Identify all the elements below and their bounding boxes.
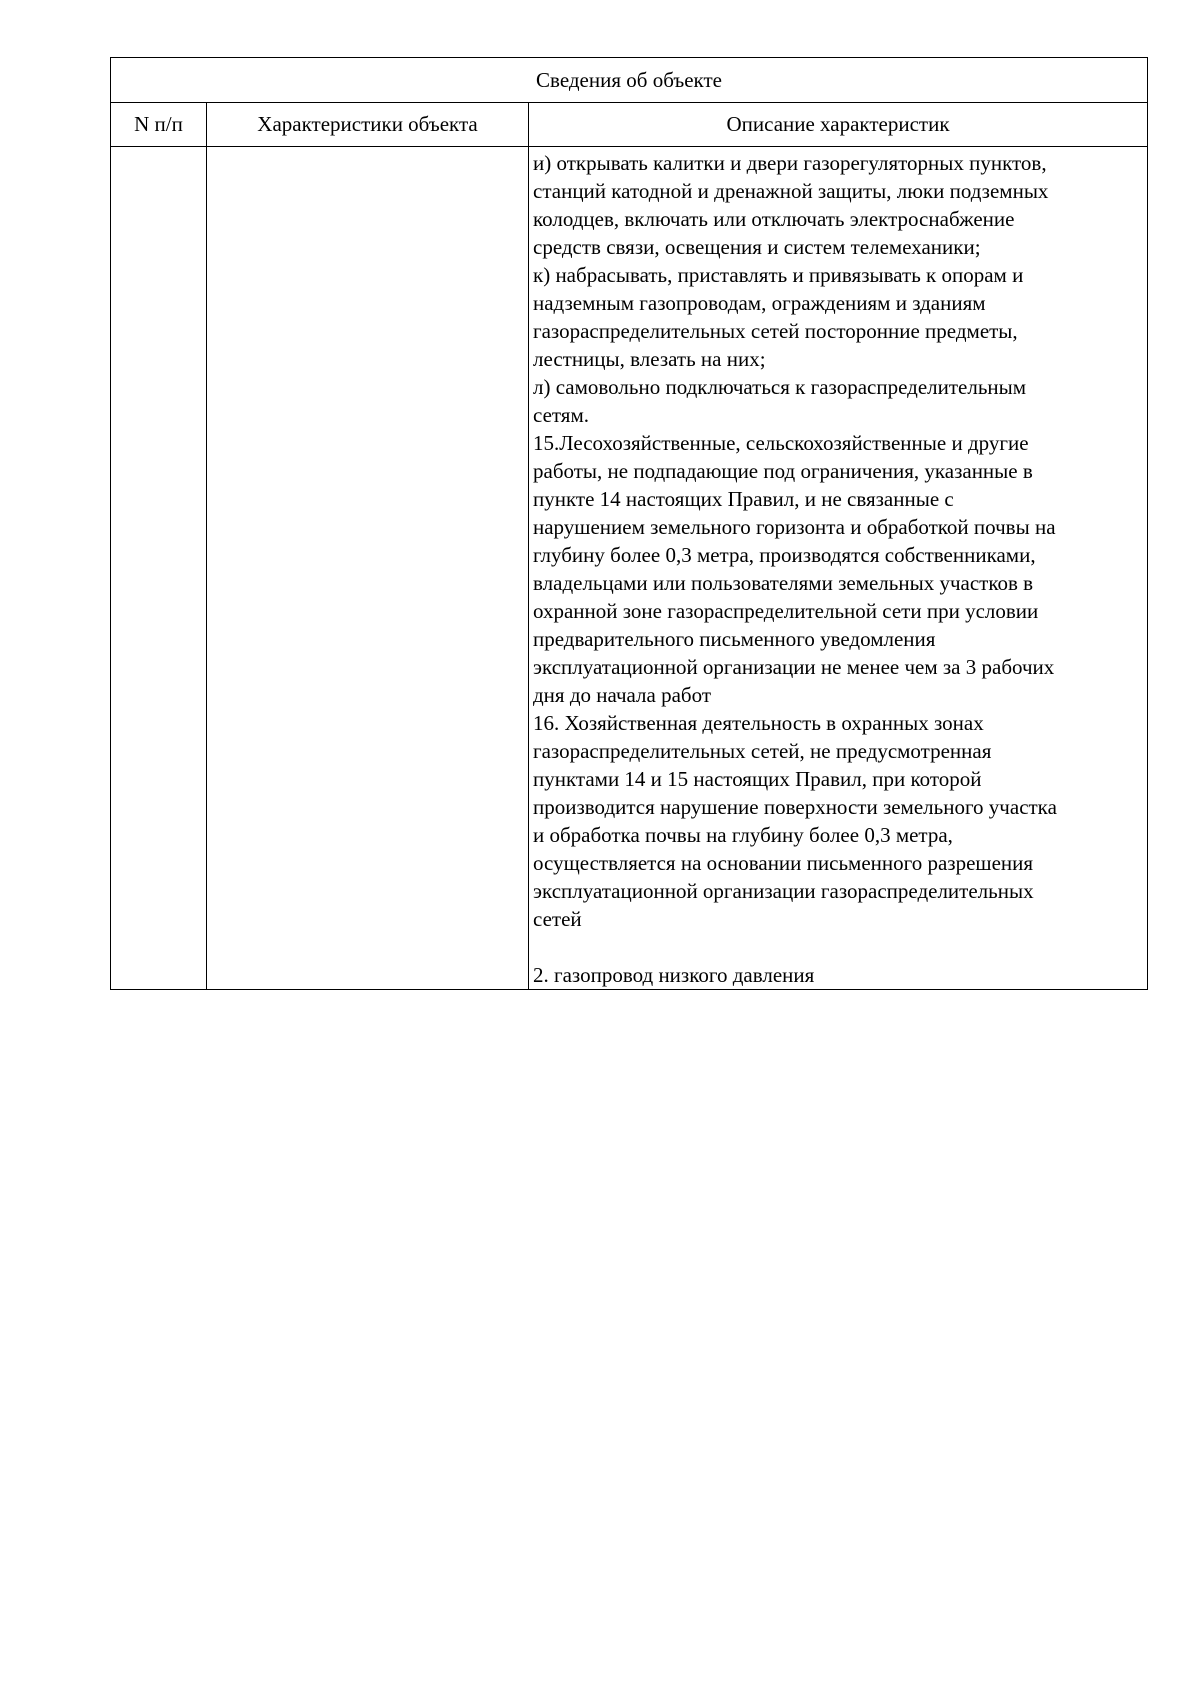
description-line: колодцев, включать или отключать электроснабжение	[533, 207, 1015, 231]
description-line: 16. Хозяйственная деятельность в охранных зонах	[533, 711, 984, 735]
description-line: и) открывать калитки и двери газорегуляторных пунктов,	[533, 151, 1047, 175]
cell-num	[111, 147, 207, 990]
table-title: Сведения об объекте	[111, 58, 1148, 103]
description-line: надземным газопроводам, ограждениям и зданиям	[533, 291, 986, 315]
description-line: эксплуатационной организации газораспределительных	[533, 879, 1034, 903]
description-line: пункте 14 настоящих Правил, и не связанные с	[533, 487, 954, 511]
description-line: газораспределительных сетей посторонние предметы,	[533, 319, 1018, 343]
blank-line	[533, 933, 1143, 961]
description-line: станций катодной и дренажной защиты, люки подземных	[533, 179, 1049, 203]
description-line: глубину более 0,3 метра, производятся собственниками,	[533, 543, 1036, 567]
description-line: предварительного письменного уведомления	[533, 627, 936, 651]
description-line: л) самовольно подключаться к газораспределительным	[533, 375, 1027, 399]
description-line: сетям.	[533, 403, 589, 427]
cell-description	[529, 147, 1148, 990]
description-text	[533, 149, 1143, 989]
description-line: работы, не подпадающие под ограничения, указанные в	[533, 459, 1033, 483]
table-row	[111, 147, 1148, 990]
description-line: лестницы, влезать на них;	[533, 347, 766, 371]
header-characteristics: Характеристики объекта	[207, 103, 529, 147]
object-info-table	[110, 57, 1148, 990]
description-line: 15.Лесохозяйственные, сельскохозяйственные и другие	[533, 431, 1029, 455]
description-line: газораспределительных сетей, не предусмотренная	[533, 739, 992, 763]
description-line: производится нарушение поверхности земельного участка	[533, 795, 1057, 819]
description-line: 2. газопровод низкого давления	[533, 963, 815, 987]
description-line: пунктами 14 и 15 настоящих Правил, при которой	[533, 767, 982, 791]
description-line: к) набрасывать, приставлять и привязывать к опорам и	[533, 263, 1024, 287]
description-line: владельцами или пользователями земельных участков в	[533, 571, 1034, 595]
cell-characteristics	[207, 147, 529, 990]
description-line: средств связи, освещения и систем телемеханики;	[533, 235, 981, 259]
description-line: осуществляется на основании письменного разрешения	[533, 851, 1034, 875]
description-line: эксплуатационной организации не менее чем за 3 рабочих	[533, 655, 1055, 679]
description-line: и обработка почвы на глубину более 0,3 метра,	[533, 823, 953, 847]
description-line: охранной зоне газораспределительной сети при условии	[533, 599, 1039, 623]
description-line: сетей	[533, 907, 582, 931]
header-description: Описание характеристик	[529, 103, 1148, 147]
description-line: нарушением земельного горизонта и обработкой почвы на	[533, 515, 1056, 539]
description-line: дня до начала работ	[533, 683, 712, 707]
header-num: N п/п	[111, 103, 207, 147]
